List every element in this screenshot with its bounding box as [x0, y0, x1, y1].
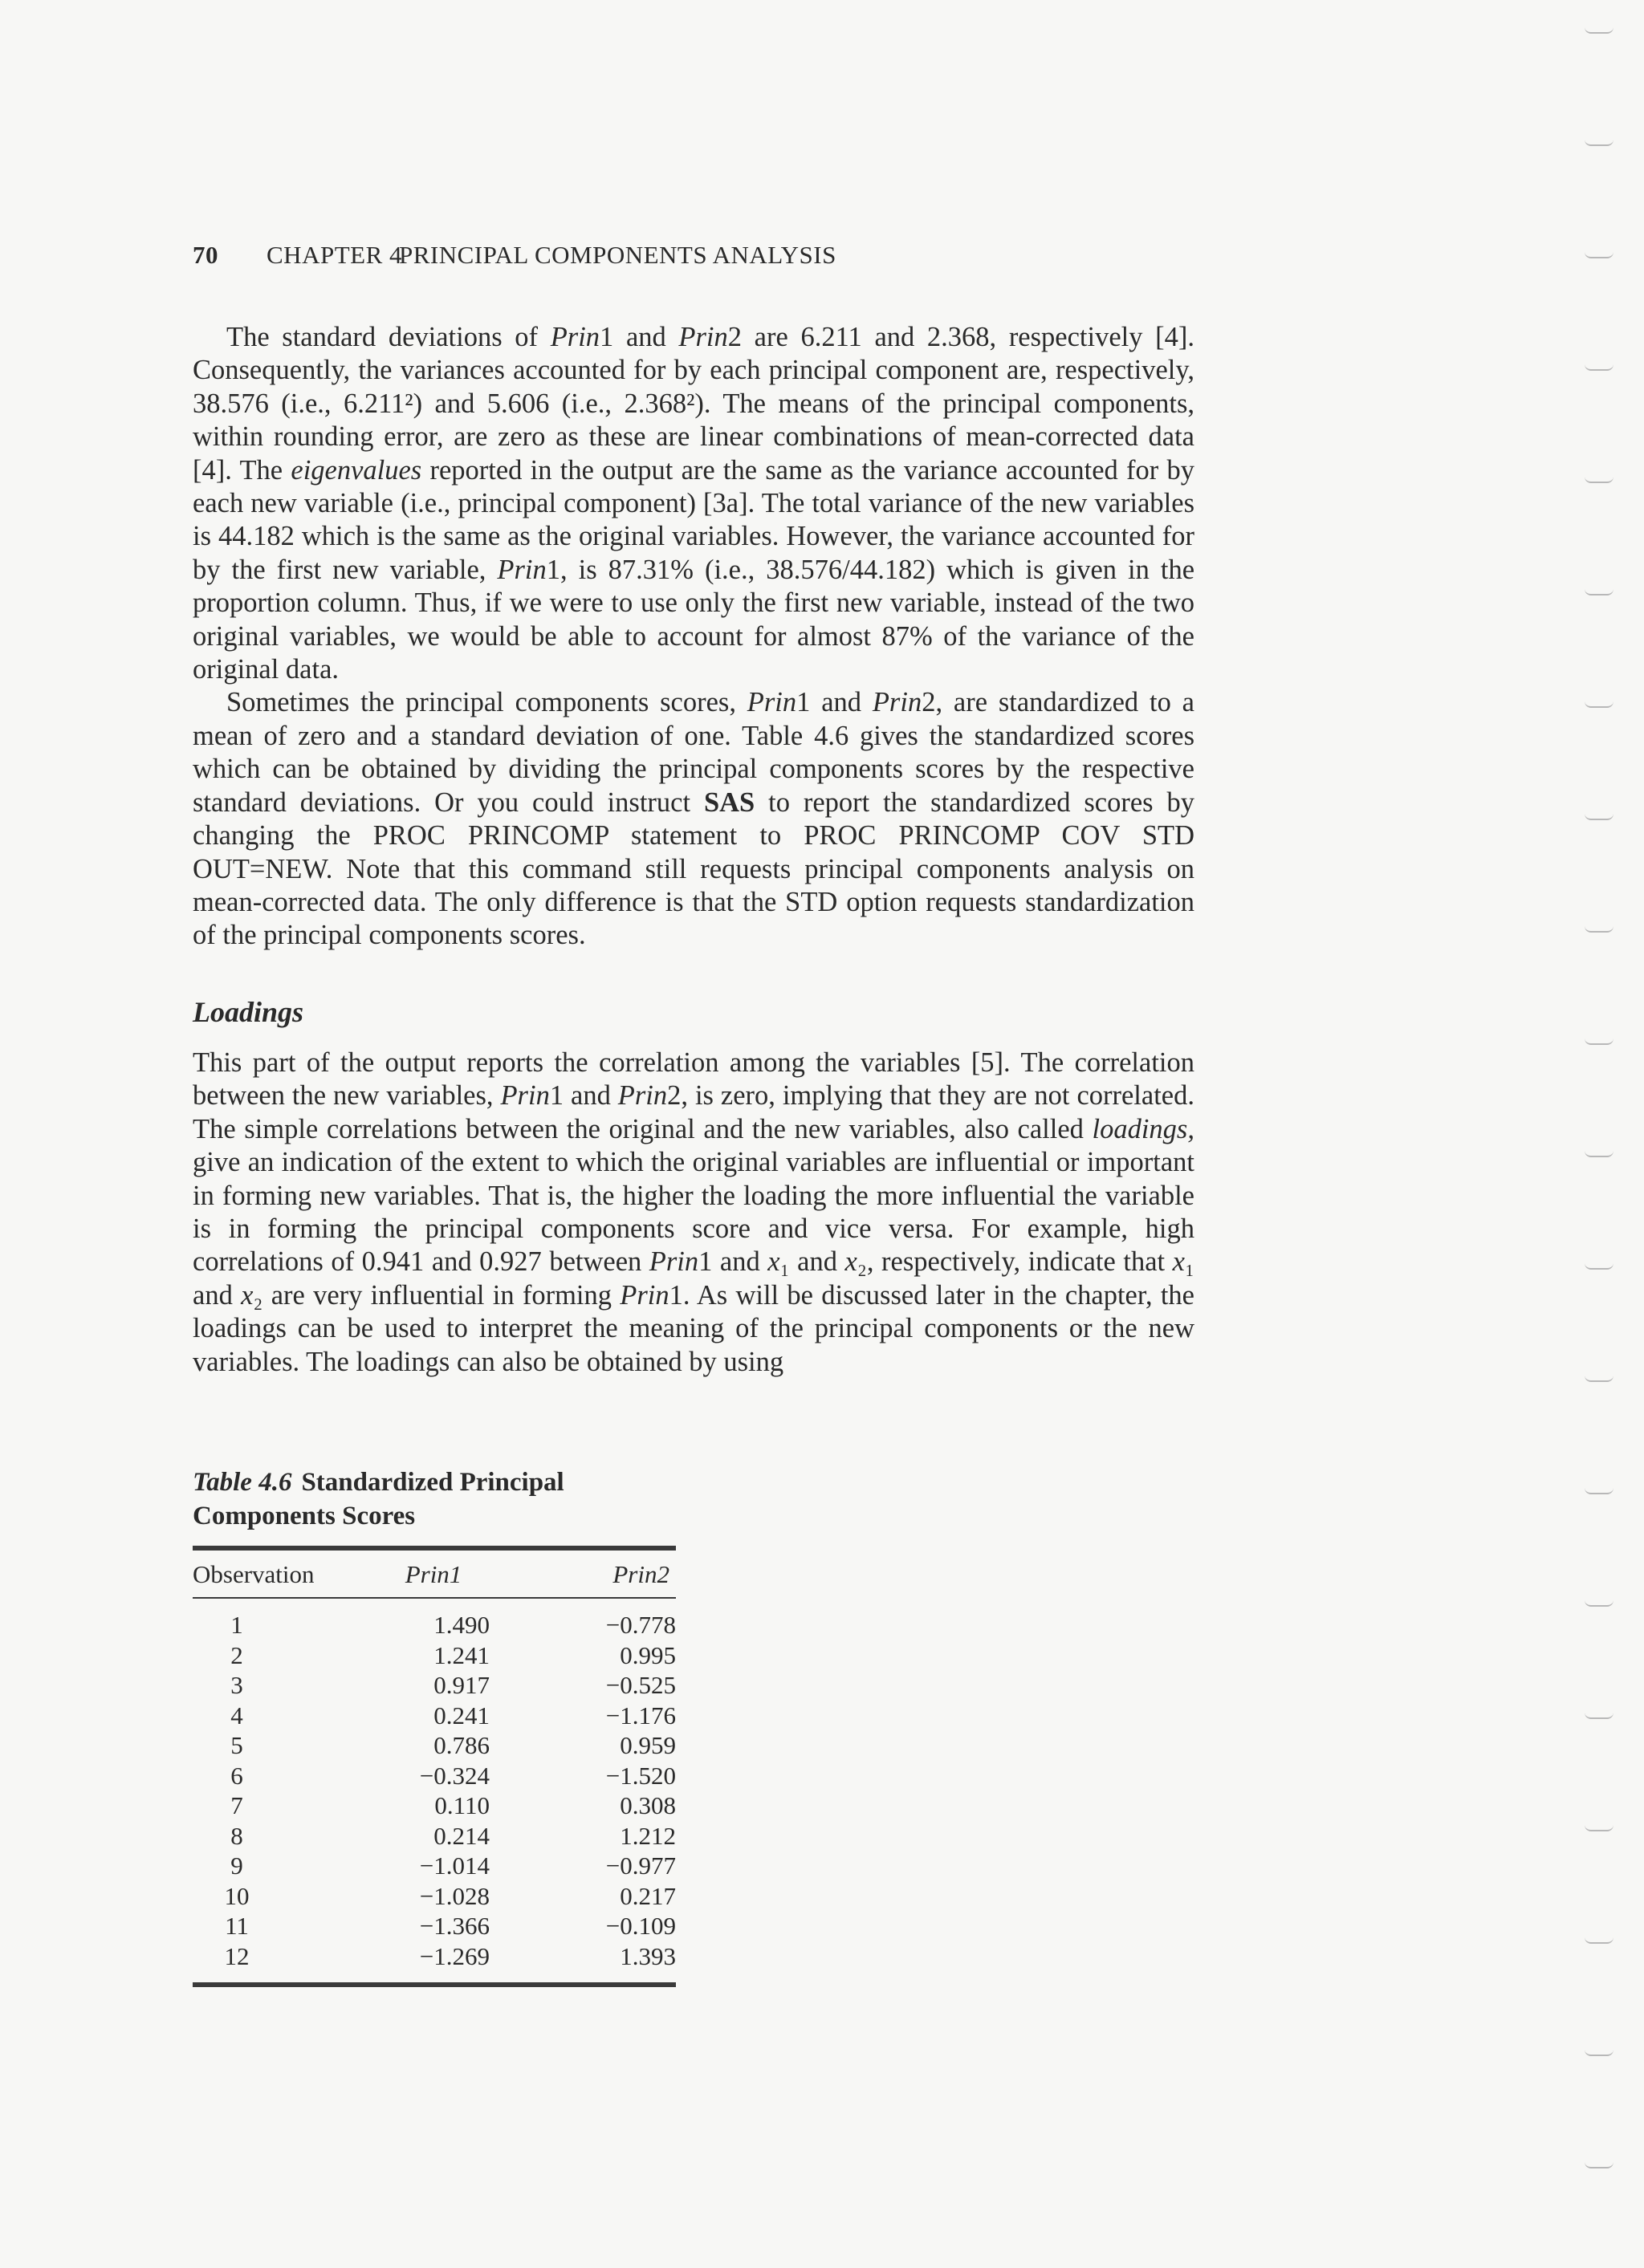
margin-mark: [1585, 698, 1613, 708]
prin1-cell: 0.110: [434, 1791, 490, 1819]
paragraph-3: This part of the output reports the correlation among the variables [5]. The correlation between the new variables, Prin1 and Prin2, is zero, implying that they are not correlated. The simple correlations between the original and the new variables, also called loadings, give an indication of the extent to which the original variables are influential or important in forming new variables. That is, the higher the loading the more influential the variable is in forming the principal components score and vice versa. For example, high correlations of 0.941 and 0.927 between Prin1 and x₁ and x₂, respectively, indicate that x₁ and x₂ are very influential in forming Prin1. As will be discussed later in the chapter, the loadings can be used to interpret the meaning of the principal components or the new variables. The loadings can also be obtained by using: [193, 1047, 1194, 1377]
table-row: [193, 1790, 676, 1821]
prin1-cell: 0.786: [433, 1731, 490, 1759]
observation-cell: 1: [230, 1611, 243, 1639]
prin1-cell: −1.366: [419, 1912, 490, 1940]
body-text-upper: [193, 321, 1194, 953]
prin2-cell: 1.212: [620, 1821, 676, 1850]
margin-mark: [1585, 24, 1613, 34]
prin1-cell: 0.241: [433, 1701, 490, 1729]
observation-cell: 10: [224, 1881, 250, 1910]
running-head: [193, 241, 836, 270]
observation-cell: 3: [230, 1671, 243, 1699]
prin1-cell: 0.917: [433, 1671, 490, 1699]
table-title-line2: Components Scores: [193, 1502, 416, 1530]
margin-mark: [1585, 923, 1613, 933]
column-header: Observation: [193, 1560, 315, 1588]
column-header: Prin2: [612, 1560, 669, 1588]
prin1-cell: −1.269: [419, 1941, 490, 1970]
margin-mark: [1585, 811, 1613, 820]
observation-cell: 5: [230, 1731, 243, 1759]
prin2-cell: −0.977: [605, 1851, 676, 1880]
margin-mark: [1585, 474, 1613, 483]
table-row: [193, 1911, 676, 1941]
observation-cell: 6: [230, 1761, 243, 1790]
margin-mark: [1585, 1148, 1613, 1157]
chapter-title: PRINCIPAL COMPONENTS ANALYSIS: [399, 241, 836, 269]
margin-mark: [1585, 1822, 1613, 1831]
prin2-cell: −1.176: [605, 1701, 676, 1729]
margin-mark: [1585, 1485, 1613, 1494]
prin1-cell: −1.028: [419, 1881, 490, 1910]
margin-mark: [1585, 2159, 1613, 2168]
table-row: [193, 1640, 676, 1671]
observation-cell: 12: [224, 1941, 250, 1970]
table-row: [193, 1941, 676, 1983]
table-title-line1: Standardized Principal: [301, 1468, 564, 1497]
table-row: [193, 1881, 676, 1912]
prin2-cell: 0.217: [620, 1881, 676, 1910]
margin-mark: [1585, 1597, 1613, 1607]
table-row: [193, 1670, 676, 1701]
observation-cell: 2: [230, 1640, 243, 1669]
table-row: [193, 1761, 676, 1791]
prin1-cell: 1.490: [433, 1611, 490, 1639]
chapter-label: CHAPTER 4: [267, 241, 402, 269]
paragraph-1: The standard deviations of Prin1 and Prin2 are 6.211 and 2.368, respectively [4]. Consequently, the variances accounted for by each principal component are, respectively, 38.576 (i.e., 6.211²) and 5.606 (i.e., 2.368²). The means of the principal components, within rounding error, are zero as these are linear combinations of mean-corrected data [4]. The eigenvalues reported in the output are the same as the variance accounted for by each new variable (i.e., principal component) [3a]. The total variance of the new variables is 44.182 which is the same as the original variables. However, the variance accounted for by the first new variable, Prin1, is 87.31% (i.e., 38.576/44.182) which is given in the proportion column. Thus, if we were to use only the first new variable, instead of the two original variables, we would be able to account for almost 87% of the variance of the original data.: [193, 322, 1195, 685]
margin-mark: [1585, 1372, 1613, 1382]
scores-table: [193, 1551, 676, 1982]
observation-cell: 9: [230, 1851, 243, 1880]
table-body: [193, 1598, 676, 1982]
table-label: Table 4.6: [193, 1468, 292, 1497]
observation-cell: 4: [230, 1701, 243, 1729]
prin2-cell: 0.995: [620, 1640, 676, 1669]
table-4-6: [193, 1465, 676, 1987]
prin2-cell: −0.525: [605, 1671, 676, 1699]
paragraph-2: Sometimes the principal components scores, Prin1 and Prin2, are standardized to a mean of zero and a standard deviation of one. Table 4.6 gives the standardized scores which can be obtained by dividing the principal components scores by the respective standard deviations. Or you could instruct SAS to report the standardized scores by changing the PROC PRINCOMP statement to PROC PRINCOMP COV STD OUT=NEW. Note that this command still requests principal components analysis on mean-corrected data. The only difference is that the STD option requests standardization of the principal components scores.: [193, 687, 1194, 951]
table-row: [193, 1598, 676, 1640]
observation-cell: 8: [230, 1821, 243, 1850]
prin2-cell: 0.959: [620, 1731, 676, 1759]
margin-mark: [1585, 2046, 1613, 2056]
prin2-cell: 0.308: [620, 1791, 676, 1819]
prin2-cell: −0.109: [605, 1912, 676, 1940]
margin-mark: [1585, 1035, 1613, 1045]
observation-cell: 11: [225, 1912, 249, 1940]
margin-mark: [1585, 1260, 1613, 1270]
margin-mark: [1585, 136, 1613, 146]
prin1-cell: 0.214: [433, 1821, 490, 1850]
margin-mark: [1585, 361, 1613, 371]
page-number: 70: [193, 241, 218, 269]
table-bottom-rule: [193, 1982, 676, 1987]
prin2-cell: −0.778: [605, 1611, 676, 1639]
table-row: [193, 1730, 676, 1761]
margin-mark: [1585, 249, 1613, 258]
table-row: [193, 1821, 676, 1851]
body-text-loadings: [193, 1047, 1194, 1379]
margin-mark: [1585, 1934, 1613, 1944]
prin2-cell: 1.393: [620, 1941, 676, 1970]
table-row: [193, 1851, 676, 1881]
prin1-cell: −1.014: [419, 1851, 490, 1880]
prin1-cell: 1.241: [433, 1640, 490, 1669]
margin-mark: [1585, 1709, 1613, 1719]
column-header: Prin1: [405, 1560, 462, 1588]
table-header-row: [193, 1551, 676, 1598]
section-heading-loadings: Loadings: [193, 996, 304, 1028]
table-row: [193, 1701, 676, 1731]
prin1-cell: −0.324: [419, 1761, 490, 1790]
margin-mark: [1585, 586, 1613, 595]
table-caption: [193, 1465, 676, 1533]
prin2-cell: −1.520: [605, 1761, 676, 1790]
observation-cell: 7: [230, 1791, 243, 1819]
